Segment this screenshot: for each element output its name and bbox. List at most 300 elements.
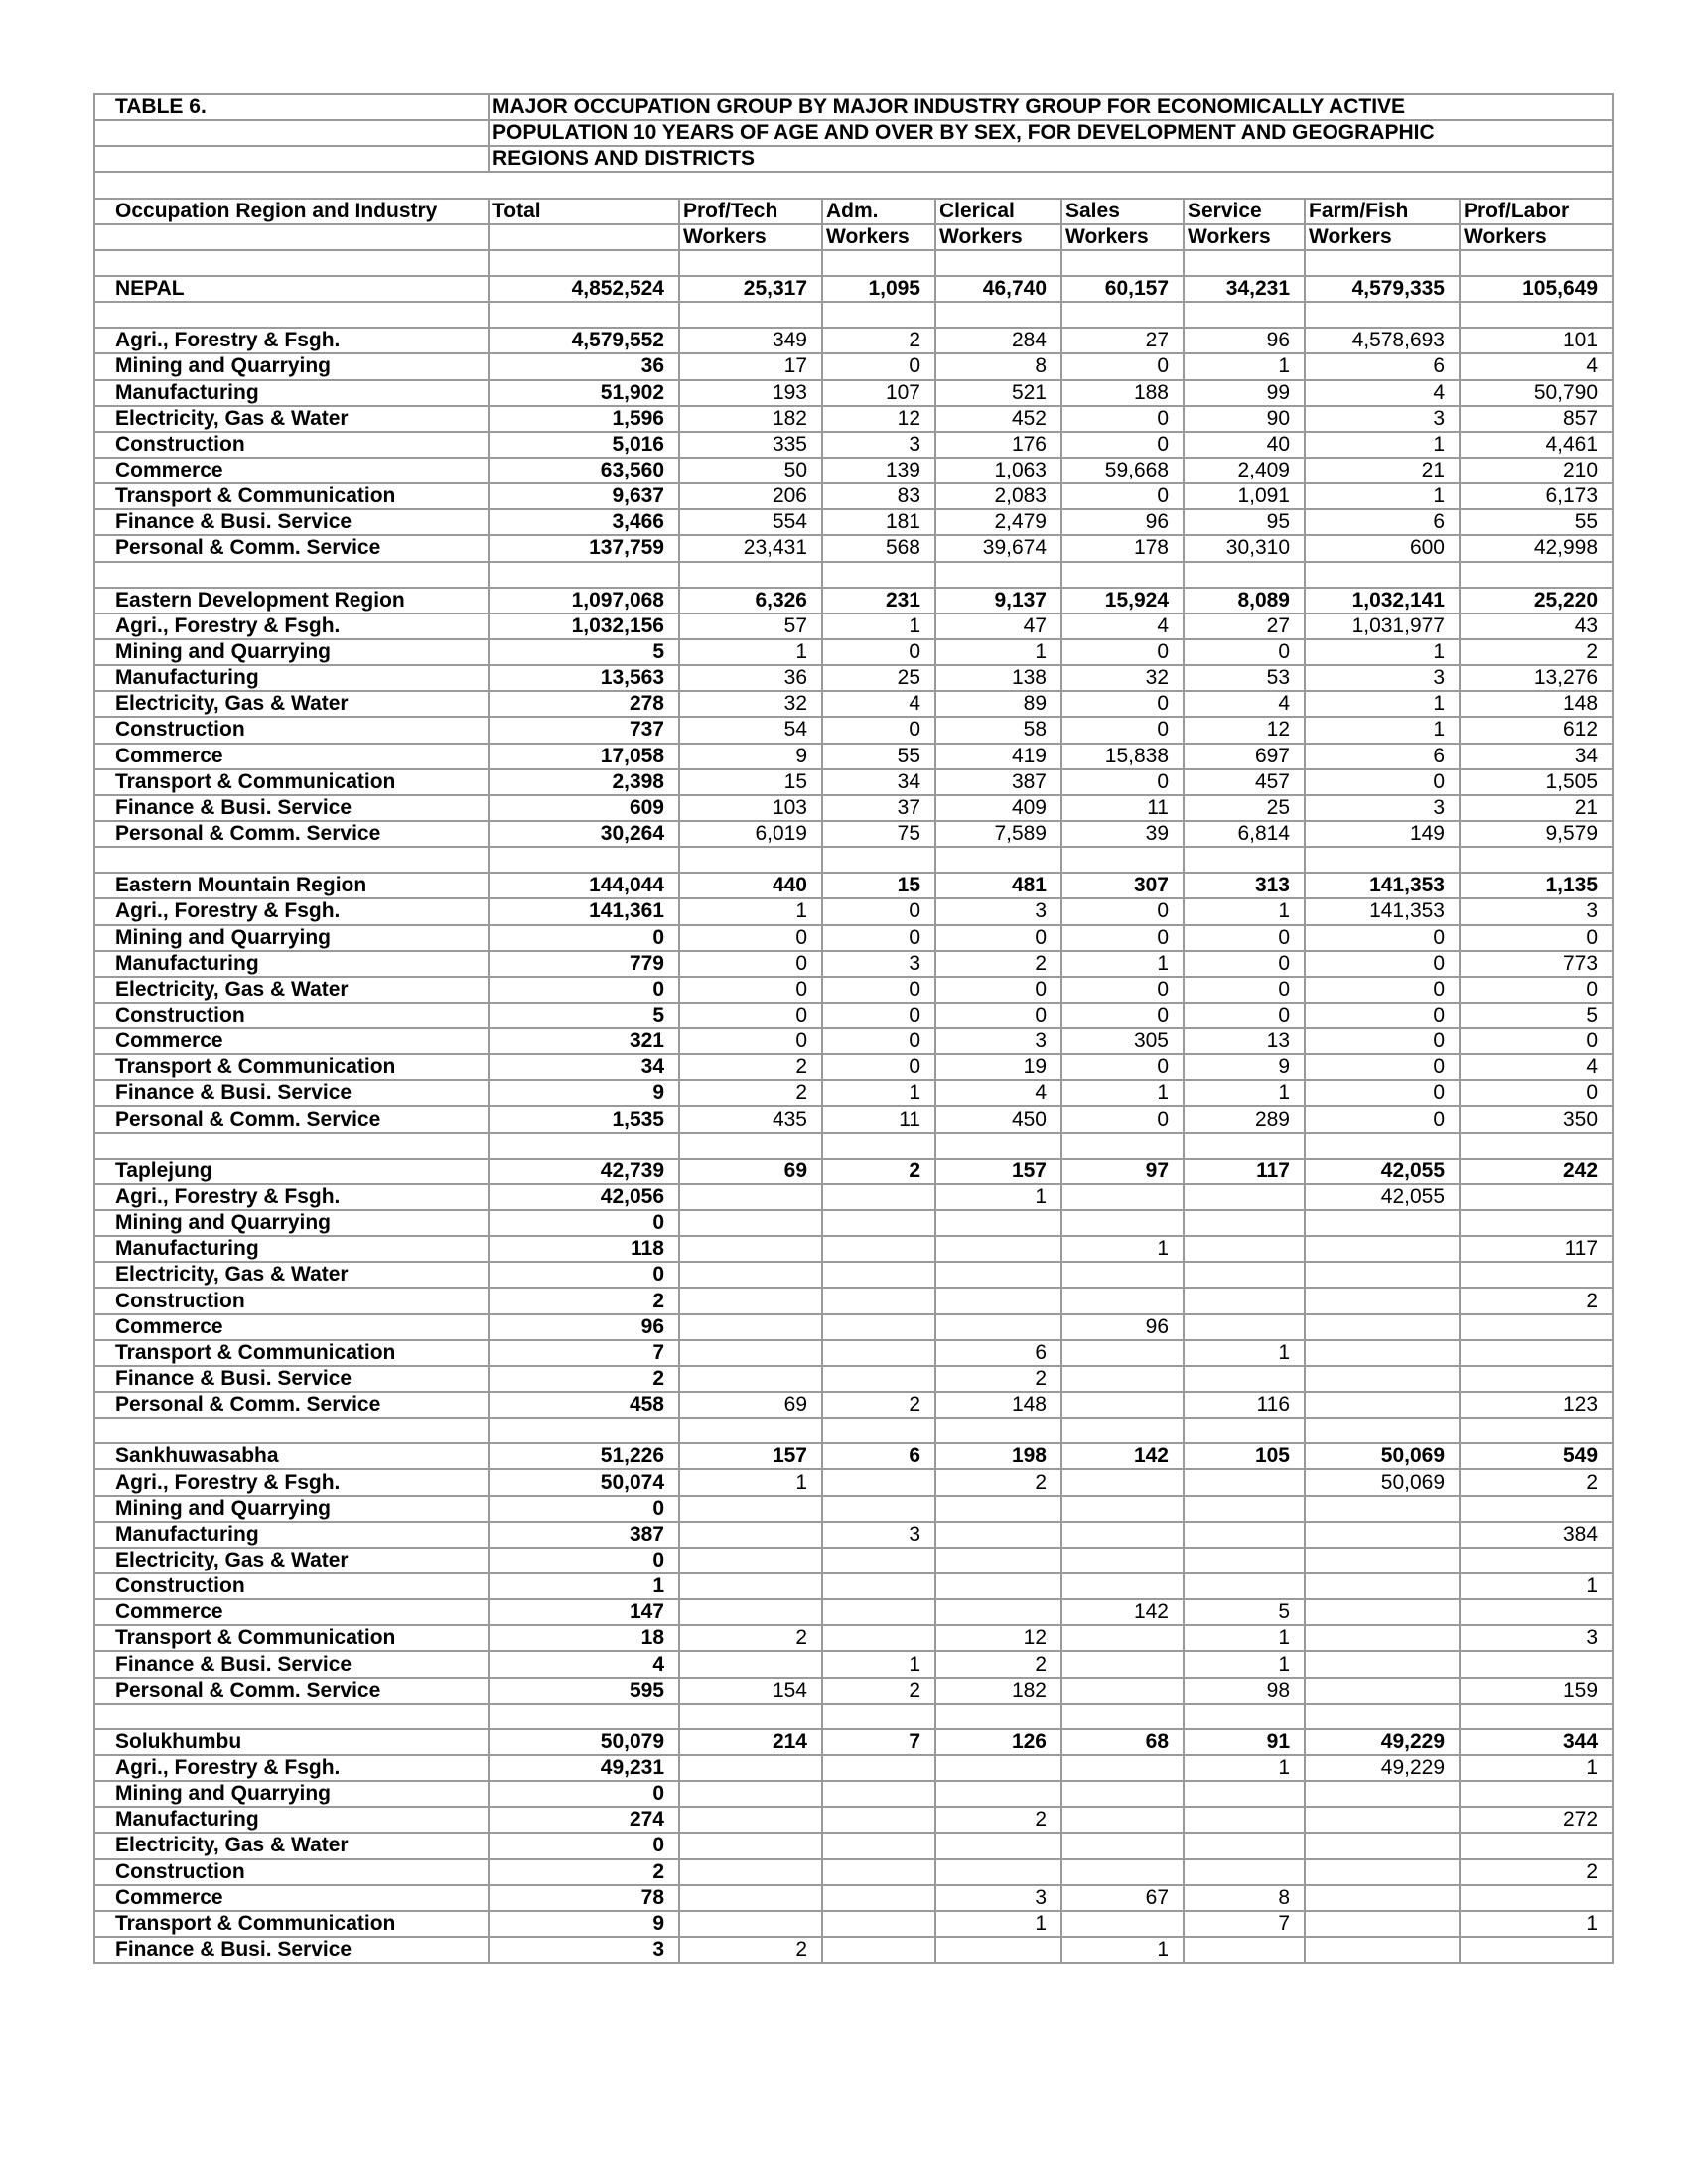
row-total-cell: 63,560 <box>489 458 679 483</box>
empty-cell <box>94 146 489 172</box>
row-total-cell: 4,579,552 <box>489 328 679 353</box>
industry-label: Commerce <box>94 458 489 483</box>
column-header: Total <box>489 199 679 224</box>
value-cell: 139 <box>822 458 935 483</box>
value-cell: 0 <box>1460 925 1613 951</box>
row-total-cell: 2 <box>489 1288 679 1313</box>
value-cell: 1 <box>822 1651 935 1677</box>
value-cell <box>679 1599 822 1625</box>
value-cell <box>1305 1859 1460 1885</box>
value-cell <box>1305 1651 1460 1677</box>
value-cell <box>1305 1314 1460 1340</box>
column-header: Sales <box>1061 199 1184 224</box>
value-cell: 1,505 <box>1460 769 1613 795</box>
total-cell: 15 <box>822 873 935 898</box>
table-row <box>94 951 1613 977</box>
total-cell: 344 <box>1460 1729 1613 1755</box>
column-header: Adm. <box>822 199 935 224</box>
value-cell <box>1305 1573 1460 1599</box>
table-row <box>94 1548 1613 1573</box>
total-cell: 231 <box>822 588 935 614</box>
value-cell <box>1305 1210 1460 1236</box>
empty-cell <box>1061 302 1184 328</box>
value-cell: 4 <box>1061 614 1184 639</box>
value-cell: 350 <box>1460 1106 1613 1132</box>
empty-cell <box>679 1418 822 1443</box>
total-cell: 42,739 <box>489 1159 679 1184</box>
value-cell <box>1061 1755 1184 1781</box>
row-total-cell: 9 <box>489 1911 679 1937</box>
industry-label: Finance & Busi. Service <box>94 1937 489 1963</box>
industry-label: Construction <box>94 432 489 458</box>
table-title-line-2: POPULATION 10 YEARS OF AGE AND OVER BY SEX, FOR DEVELOPMENT AND GEOGRAPHIC <box>489 120 1613 146</box>
value-cell <box>679 1807 822 1833</box>
value-cell <box>1061 1625 1184 1651</box>
value-cell <box>1305 1522 1460 1548</box>
title-row <box>94 146 1613 172</box>
section-name: NEPAL <box>94 276 489 302</box>
value-cell <box>1305 1937 1460 1963</box>
value-cell <box>1305 1366 1460 1392</box>
row-total-cell: 3 <box>489 1937 679 1963</box>
table-row <box>94 380 1613 406</box>
table-row <box>94 1678 1613 1704</box>
industry-label: Manufacturing <box>94 951 489 977</box>
value-cell: 50 <box>679 458 822 483</box>
total-cell: 1,135 <box>1460 873 1613 898</box>
value-cell <box>679 1210 822 1236</box>
column-header-sub: Workers <box>935 224 1061 250</box>
value-cell: 90 <box>1184 406 1305 432</box>
value-cell <box>679 1262 822 1288</box>
value-cell <box>935 1755 1061 1781</box>
value-cell: 387 <box>935 769 1061 795</box>
value-cell: 7,589 <box>935 821 1061 847</box>
empty-cell <box>822 847 935 873</box>
value-cell: 59,668 <box>1061 458 1184 483</box>
value-cell: 25 <box>822 665 935 691</box>
value-cell <box>935 1210 1061 1236</box>
row-total-cell: 0 <box>489 1781 679 1807</box>
value-cell <box>1061 1366 1184 1392</box>
row-total-cell: 141,361 <box>489 898 679 924</box>
row-total-cell: 96 <box>489 1314 679 1340</box>
value-cell <box>1460 1781 1613 1807</box>
empty-cell <box>1460 1133 1613 1159</box>
value-cell: 57 <box>679 614 822 639</box>
column-header-sub: Workers <box>1460 224 1613 250</box>
value-cell: 0 <box>1061 353 1184 379</box>
value-cell <box>1460 1314 1613 1340</box>
industry-label: Construction <box>94 1003 489 1028</box>
empty-cell <box>1061 1704 1184 1729</box>
industry-label: Electricity, Gas & Water <box>94 977 489 1003</box>
table-row <box>94 717 1613 743</box>
value-cell: 47 <box>935 614 1061 639</box>
value-cell: 5 <box>1460 1003 1613 1028</box>
value-cell: 335 <box>679 432 822 458</box>
value-cell: 6 <box>1305 744 1460 769</box>
value-cell <box>1184 1314 1305 1340</box>
value-cell: 1 <box>1305 432 1460 458</box>
value-cell: 178 <box>1061 535 1184 561</box>
value-cell <box>1184 1807 1305 1833</box>
total-cell: 481 <box>935 873 1061 898</box>
value-cell <box>822 1885 935 1911</box>
table-row <box>94 1885 1613 1911</box>
value-cell: 2 <box>822 1392 935 1418</box>
value-cell: 25 <box>1184 795 1305 821</box>
value-cell: 4 <box>935 1080 1061 1106</box>
row-total-cell: 458 <box>489 1392 679 1418</box>
value-cell <box>822 1625 935 1651</box>
value-cell <box>1061 1340 1184 1366</box>
value-cell: 0 <box>679 977 822 1003</box>
value-cell: 89 <box>935 691 1061 717</box>
value-cell <box>679 1651 822 1677</box>
row-total-cell: 78 <box>489 1885 679 1911</box>
value-cell <box>1460 1366 1613 1392</box>
value-cell: 8 <box>935 353 1061 379</box>
value-cell: 450 <box>935 1106 1061 1132</box>
industry-label: Transport & Communication <box>94 1625 489 1651</box>
value-cell: 58 <box>935 717 1061 743</box>
value-cell: 1 <box>822 1080 935 1106</box>
industry-label: Manufacturing <box>94 1807 489 1833</box>
value-cell: 0 <box>1460 1080 1613 1106</box>
row-total-cell: 0 <box>489 1496 679 1522</box>
value-cell: 117 <box>1460 1236 1613 1262</box>
table-row <box>94 1262 1613 1288</box>
value-cell: 2 <box>822 1678 935 1704</box>
industry-label: Finance & Busi. Service <box>94 795 489 821</box>
total-cell: 105,649 <box>1460 276 1613 302</box>
value-cell: 0 <box>1061 925 1184 951</box>
table-row <box>94 328 1613 353</box>
value-cell: 154 <box>679 1678 822 1704</box>
value-cell <box>935 1937 1061 1963</box>
value-cell <box>1305 1911 1460 1937</box>
industry-label: Mining and Quarrying <box>94 353 489 379</box>
total-cell: 25,220 <box>1460 588 1613 614</box>
table-row <box>94 509 1613 535</box>
row-total-cell: 51,902 <box>489 380 679 406</box>
value-cell: 55 <box>822 744 935 769</box>
value-cell: 193 <box>679 380 822 406</box>
industry-label: Electricity, Gas & Water <box>94 691 489 717</box>
table-label: TABLE 6. <box>94 94 489 120</box>
value-cell: 289 <box>1184 1106 1305 1132</box>
value-cell: 0 <box>1460 977 1613 1003</box>
total-cell: 142 <box>1061 1443 1184 1469</box>
industry-label: Mining and Quarrying <box>94 1781 489 1807</box>
value-cell <box>679 1755 822 1781</box>
value-cell: 6,814 <box>1184 821 1305 847</box>
value-cell: 568 <box>822 535 935 561</box>
value-cell: 2 <box>822 328 935 353</box>
value-cell: 3 <box>935 1885 1061 1911</box>
value-cell: 0 <box>1305 977 1460 1003</box>
value-cell <box>1460 1184 1613 1210</box>
total-cell: 1,095 <box>822 276 935 302</box>
value-cell <box>1061 1911 1184 1937</box>
value-cell: 83 <box>822 483 935 509</box>
row-total-cell: 49,231 <box>489 1755 679 1781</box>
value-cell: 1 <box>1305 717 1460 743</box>
column-header: Service <box>1184 199 1305 224</box>
value-cell <box>1061 1288 1184 1313</box>
industry-label: Transport & Communication <box>94 483 489 509</box>
value-cell <box>1061 1184 1184 1210</box>
industry-label: Mining and Quarrying <box>94 925 489 951</box>
value-cell <box>1184 1859 1305 1885</box>
value-cell <box>679 1314 822 1340</box>
section-name: Eastern Development Region <box>94 588 489 614</box>
value-cell: 1 <box>935 1184 1061 1210</box>
row-total-cell: 50,074 <box>489 1469 679 1495</box>
value-cell: 39 <box>1061 821 1184 847</box>
spacer-row <box>94 302 1613 328</box>
row-total-cell: 278 <box>489 691 679 717</box>
value-cell: 2 <box>935 1807 1061 1833</box>
empty-cell <box>1061 250 1184 276</box>
industry-label: Transport & Communication <box>94 769 489 795</box>
empty-cell <box>822 250 935 276</box>
value-cell <box>822 1184 935 1210</box>
column-header-row <box>94 199 1613 224</box>
table-row <box>94 1573 1613 1599</box>
industry-label: Personal & Comm. Service <box>94 1392 489 1418</box>
total-cell: 4,579,335 <box>1305 276 1460 302</box>
industry-label: Personal & Comm. Service <box>94 535 489 561</box>
total-cell: 2 <box>822 1159 935 1184</box>
empty-cell <box>679 1133 822 1159</box>
value-cell <box>1061 1859 1184 1885</box>
empty-cell <box>1184 1133 1305 1159</box>
value-cell: 1 <box>1184 1755 1305 1781</box>
value-cell: 1 <box>1305 691 1460 717</box>
value-cell: 27 <box>1061 328 1184 353</box>
value-cell <box>679 1496 822 1522</box>
value-cell: 55 <box>1460 509 1613 535</box>
empty-cell <box>489 1418 679 1443</box>
row-total-cell: 0 <box>489 1262 679 1288</box>
value-cell <box>935 1496 1061 1522</box>
value-cell <box>1184 1288 1305 1313</box>
value-cell <box>1305 1548 1460 1573</box>
row-total-cell: 0 <box>489 977 679 1003</box>
value-cell <box>679 1288 822 1313</box>
value-cell: 1 <box>1184 1340 1305 1366</box>
empty-cell <box>935 1418 1061 1443</box>
value-cell: 2 <box>1460 639 1613 665</box>
value-cell: 181 <box>822 509 935 535</box>
empty-cell <box>94 562 489 588</box>
industry-label: Finance & Busi. Service <box>94 1366 489 1392</box>
value-cell: 23,431 <box>679 535 822 561</box>
total-cell: 4,852,524 <box>489 276 679 302</box>
value-cell <box>1305 1392 1460 1418</box>
value-cell: 3 <box>1305 795 1460 821</box>
empty-cell <box>1460 250 1613 276</box>
total-cell: 1,097,068 <box>489 588 679 614</box>
value-cell: 2 <box>935 1366 1061 1392</box>
industry-label: Manufacturing <box>94 380 489 406</box>
value-cell <box>1305 1599 1460 1625</box>
value-cell <box>1061 1807 1184 1833</box>
value-cell <box>1460 1833 1613 1858</box>
value-cell <box>1460 1496 1613 1522</box>
value-cell: 98 <box>1184 1678 1305 1704</box>
value-cell <box>679 1885 822 1911</box>
row-total-cell: 595 <box>489 1678 679 1704</box>
empty-cell <box>1061 1133 1184 1159</box>
value-cell: 40 <box>1184 432 1305 458</box>
value-cell: 2 <box>679 1625 822 1651</box>
empty-cell <box>1184 302 1305 328</box>
value-cell: 0 <box>1061 898 1184 924</box>
value-cell: 149 <box>1305 821 1460 847</box>
empty-cell <box>822 1133 935 1159</box>
empty-cell <box>822 1418 935 1443</box>
table-row <box>94 1781 1613 1807</box>
value-cell: 2,409 <box>1184 458 1305 483</box>
value-cell <box>679 1236 822 1262</box>
industry-label: Commerce <box>94 1028 489 1054</box>
value-cell: 21 <box>1305 458 1460 483</box>
value-cell: 2 <box>1460 1469 1613 1495</box>
value-cell: 6 <box>935 1340 1061 1366</box>
total-cell: 313 <box>1184 873 1305 898</box>
value-cell: 521 <box>935 380 1061 406</box>
value-cell: 0 <box>1305 1080 1460 1106</box>
empty-cell <box>489 1133 679 1159</box>
value-cell: 176 <box>935 432 1061 458</box>
value-cell: 3 <box>822 1522 935 1548</box>
section-name: Sankhuwasabha <box>94 1443 489 1469</box>
value-cell: 0 <box>822 1054 935 1080</box>
value-cell: 7 <box>1184 1911 1305 1937</box>
value-cell <box>822 1262 935 1288</box>
total-cell: 46,740 <box>935 276 1061 302</box>
value-cell: 697 <box>1184 744 1305 769</box>
row-total-cell: 5,016 <box>489 432 679 458</box>
table-row <box>94 898 1613 924</box>
value-cell: 2 <box>1460 1288 1613 1313</box>
empty-cell <box>935 302 1061 328</box>
value-cell <box>1460 1548 1613 1573</box>
value-cell: 0 <box>1061 639 1184 665</box>
value-cell: 554 <box>679 509 822 535</box>
value-cell: 4 <box>1184 691 1305 717</box>
row-total-cell: 30,264 <box>489 821 679 847</box>
value-cell: 53 <box>1184 665 1305 691</box>
value-cell: 32 <box>679 691 822 717</box>
value-cell <box>822 1340 935 1366</box>
value-cell: 284 <box>935 328 1061 353</box>
section-name: Taplejung <box>94 1159 489 1184</box>
value-cell <box>822 1833 935 1858</box>
column-header-sub: Workers <box>1305 224 1460 250</box>
industry-label: Personal & Comm. Service <box>94 821 489 847</box>
table-row <box>94 665 1613 691</box>
empty-cell <box>94 1133 489 1159</box>
row-header: Occupation Region and Industry <box>94 199 489 224</box>
value-cell: 27 <box>1184 614 1305 639</box>
value-cell: 0 <box>1061 1003 1184 1028</box>
value-cell: 0 <box>1305 951 1460 977</box>
value-cell <box>935 1548 1061 1573</box>
industry-label: Finance & Busi. Service <box>94 1080 489 1106</box>
value-cell: 0 <box>935 977 1061 1003</box>
value-cell: 1 <box>1184 353 1305 379</box>
row-total-cell: 1,032,156 <box>489 614 679 639</box>
total-cell: 25,317 <box>679 276 822 302</box>
value-cell <box>935 1781 1061 1807</box>
value-cell: 1 <box>679 1469 822 1495</box>
value-cell: 37 <box>822 795 935 821</box>
table-row <box>94 458 1613 483</box>
row-total-cell: 17,058 <box>489 744 679 769</box>
value-cell: 4 <box>1460 1054 1613 1080</box>
value-cell <box>935 1288 1061 1313</box>
value-cell: 4 <box>1305 380 1460 406</box>
value-cell: 419 <box>935 744 1061 769</box>
spacer-row <box>94 250 1613 276</box>
empty-cell <box>489 1704 679 1729</box>
table-row <box>94 1937 1613 1963</box>
table-row <box>94 769 1613 795</box>
value-cell: 96 <box>1061 509 1184 535</box>
table-row <box>94 795 1613 821</box>
value-cell: 1,031,977 <box>1305 614 1460 639</box>
value-cell: 1,091 <box>1184 483 1305 509</box>
industry-label: Manufacturing <box>94 665 489 691</box>
row-total-cell: 5 <box>489 639 679 665</box>
total-cell: 144,044 <box>489 873 679 898</box>
value-cell <box>679 1366 822 1392</box>
value-cell: 42,055 <box>1305 1184 1460 1210</box>
row-total-cell: 2,398 <box>489 769 679 795</box>
empty-cell <box>1184 1418 1305 1443</box>
empty-cell <box>1305 847 1460 873</box>
empty-cell <box>1184 250 1305 276</box>
value-cell: 4,461 <box>1460 432 1613 458</box>
empty-cell <box>1061 562 1184 588</box>
value-cell: 107 <box>822 380 935 406</box>
value-cell: 11 <box>1061 795 1184 821</box>
value-cell: 0 <box>1061 483 1184 509</box>
row-total-cell: 18 <box>489 1625 679 1651</box>
value-cell <box>679 1859 822 1885</box>
value-cell: 138 <box>935 665 1061 691</box>
empty-cell <box>1305 562 1460 588</box>
value-cell: 0 <box>935 925 1061 951</box>
total-cell: 214 <box>679 1729 822 1755</box>
table-body <box>94 94 1613 1963</box>
empty-cell <box>822 1704 935 1729</box>
value-cell: 1 <box>1184 1625 1305 1651</box>
value-cell: 0 <box>1460 1028 1613 1054</box>
row-total-cell: 9,637 <box>489 483 679 509</box>
value-cell: 1 <box>1460 1911 1613 1937</box>
value-cell <box>1061 1262 1184 1288</box>
total-cell: 157 <box>679 1443 822 1469</box>
value-cell <box>822 1236 935 1262</box>
table-row <box>94 1392 1613 1418</box>
value-cell <box>1184 1210 1305 1236</box>
value-cell <box>935 1314 1061 1340</box>
